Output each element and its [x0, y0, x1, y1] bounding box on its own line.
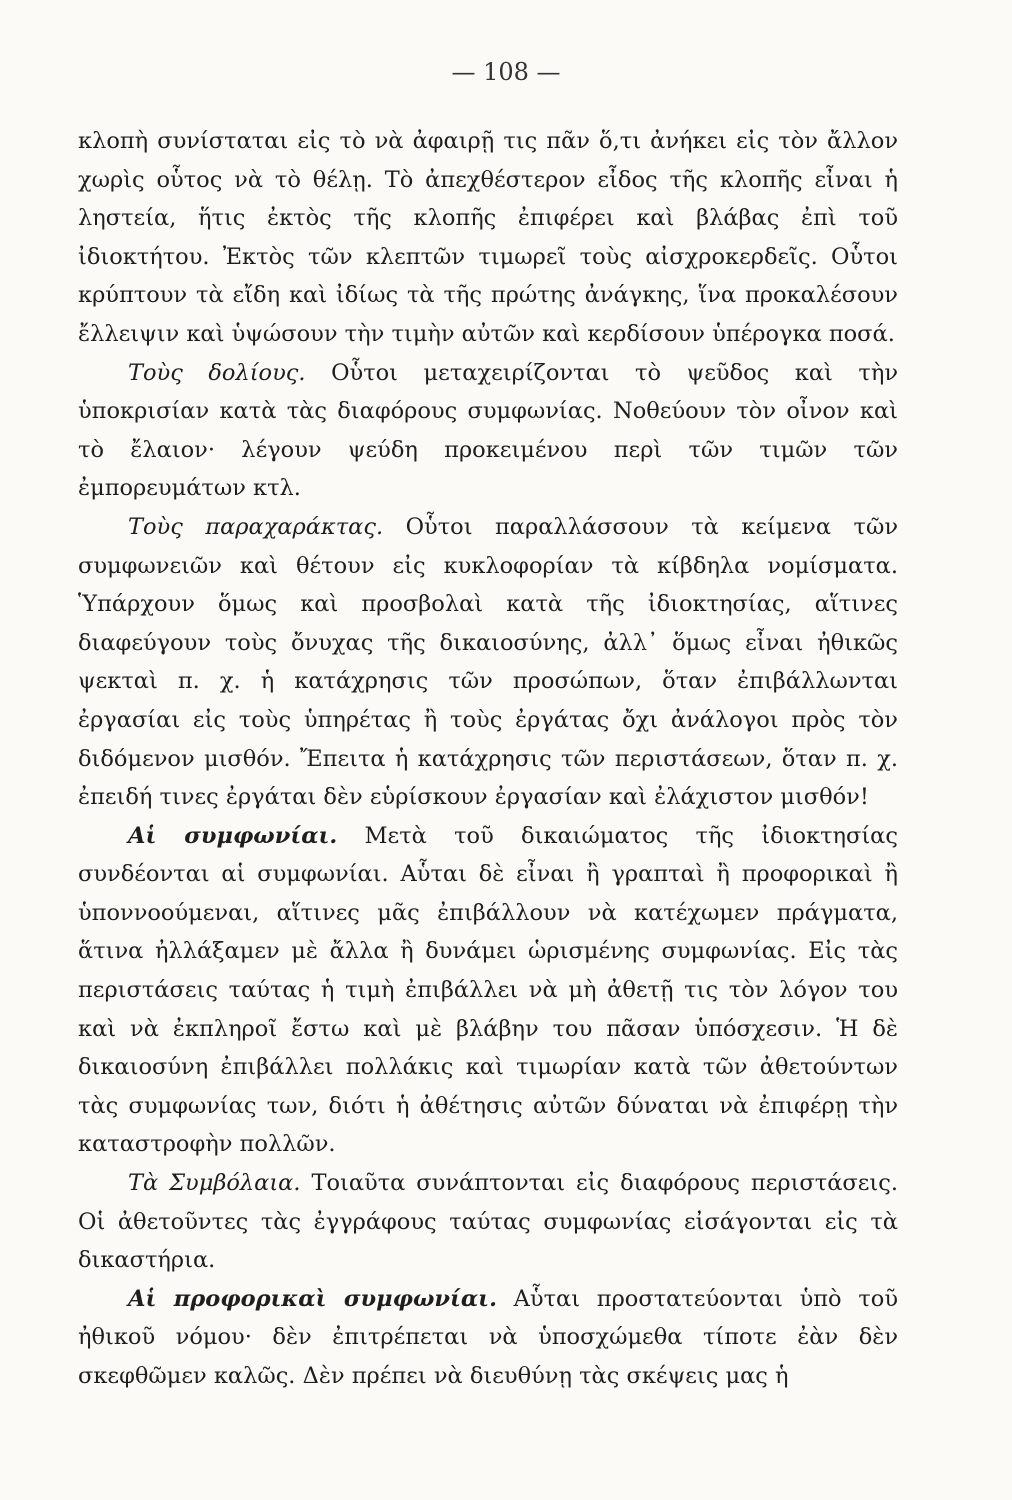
paragraph-3 [78, 508, 898, 817]
paragraph-1 [78, 122, 898, 354]
paragraph-2 [78, 354, 898, 508]
paragraph-3-heading: Τοὺς παραχαράκτας. [128, 513, 384, 540]
paragraph-3-text: Οὗτοι παραλλάσσουν τὰ κείμενα τῶν συμφωνειῶν καὶ θέτουν εἰς κυκλοφορίαν τὰ κίβδηλα νομίσματα. Ὑπάρχουν ὅμως καὶ προσβολαὶ κατὰ τῆς ἰδιοκτησίας, αἵτινες διαφεύγουν τοὺς ὄνυχας τῆς δικαιοσύνης, ἀλλ᾽ ὅμως εἶναι ἠθικῶς ψεκταὶ π. χ. ἡ κατάχρησις τῶν προσώπων, ὅταν ἐπιβάλλωνται ἐργασίαι εἰς τοὺς ὑπηρέτας ἢ τοὺς ἐργάτας ὄχι ἀνάλογοι πρὸς τὸν διδόμενον μισθόν. Ἔπειτα ἡ κατάχρησις τῶν περιστάσεων, ὅταν π. χ. ἐπειδή τινες ἐργάται δὲν εὑρίσκουν ἐργασίαν καὶ ἐλάχιστον μισθόν! [78, 513, 898, 811]
page-number: — 108 — [451, 58, 561, 86]
paragraph-4 [78, 817, 898, 1164]
paragraph-5 [78, 1164, 898, 1280]
paragraph-4-heading: Αἱ συμφωνίαι. [128, 822, 338, 849]
paragraph-5-text: Τοιαῦτα συνάπτονται εἰς διαφόρους περιστάσεις. Οἱ ἀθετοῦντες τὰς ἐγγράφους ταύτας συμφωνίας εἰσάγονται εἰς τὰ δικαστήρια. [78, 1170, 898, 1274]
paragraph-5-heading: Τὰ Συμβόλαια. [128, 1170, 301, 1197]
paragraph-1-text: κλοπὴ συνίσταται εἰς τὸ νὰ ἀφαιρῇ τις πᾶν ὅ,τι ἀνήκει εἰς τὸν ἄλλον χωρὶς οὗτος νὰ τὸ θέλῃ. Τὸ ἀπεχθέστερον εἶδος τῆς κλοπῆς εἶναι ἡ ληστεία, ἥτις ἐκτὸς τῆς κλοπῆς ἐπιφέρει καὶ βλάβας ἐπὶ τοῦ ἰδιοκτήτου. Ἐκτὸς τῶν κλεπτῶν τιμωρεῖ τοὺς αἰσχροκερδεῖς. Οὗτοι κρύπτουν τὰ εἴδη καὶ ἰδίως τὰ τῆς πρώτης ἀνάγκης, ἵνα προκαλέσουν ἔλλειψιν καὶ ὑψώσουν τὴν τιμὴν αὐτῶν καὶ κερδίσουν ὑπέρογκα ποσά. [78, 128, 898, 347]
body-text [78, 122, 898, 1396]
paragraph-2-heading: Τοὺς δολίους. [128, 359, 306, 386]
paragraph-4-text: Μετὰ τοῦ δικαιώματος τῆς ἰδιοκτησίας συνδέονται αἱ συμφωνίαι. Αὗται δὲ εἶναι ἢ γραπταὶ ἢ προφορικαὶ ἢ ὑποννοούμεναι, αἵτινες μᾶς ἐπιβάλλουν νὰ κατέχωμεν πράγματα, ἅτινα ἠλλάξαμεν μὲ ἄλλα ἢ δυνάμει ὡρισμένης συμφωνίας. Εἰς τὰς περιστάσεις ταύτας ἡ τιμὴ ἐπιβάλλει νὰ μὴ ἀθετῇ τις τὸν λόγον του καὶ νὰ ἐκπληροῖ ἔστω καὶ μὲ βλάβην του πᾶσαν ὑπόσχεσιν. Ἡ δὲ δικαιοσύνη ἐπιβάλλει πολλάκις καὶ τιμωρίαν κατὰ τῶν ἀθετούντων τὰς συμφωνίας των, διότι ἡ ἀθέτησις αὐτῶν δύναται νὰ ἐπιφέρῃ τὴν καταστροφὴν πολλῶν. [78, 822, 898, 1158]
paragraph-6 [78, 1280, 898, 1396]
paragraph-6-heading: Αἱ προφορικαὶ συμφωνίαι. [128, 1285, 497, 1312]
paragraph-6-text: Αὗται προστατεύονται ὑπὸ τοῦ ἠθικοῦ νόμου· δὲν ἐπιτρέπεται νὰ ὑποσχώμεθα τίποτε ἐὰν δὲν σκεφθῶμεν καλῶς. Δὲν πρέπει νὰ διευθύνῃ τὰς σκέψεις μας ἡ [78, 1285, 898, 1389]
paragraph-2-text: Οὗτοι μεταχειρίζονται τὸ ψεῦδος καὶ τὴν ὑποκρισίαν κατὰ τὰς διαφόρους συμφωνίας. Νοθεύουν τὸν οἶνον καὶ τὸ ἔλαιον· λέγουν ψεύδη προκειμένου περὶ τῶν τιμῶν τῶν ἐμπορευμάτων κτλ. [78, 359, 899, 502]
